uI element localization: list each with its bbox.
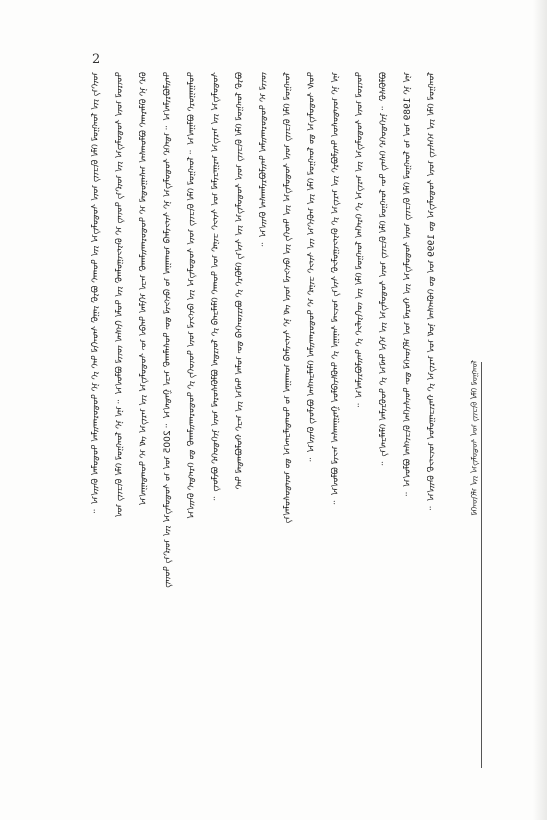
text-line: ᠮᠣᠩᠭᠣᠯ ᠬᠡᠯᠡ ᠪᠢᠴᠢᠭ᠌ ᠦᠨ ᠰᠤᠳᠤᠯᠭ᠎ᠠ ᠶᠢᠨ ᠲᠡᠦᠬᠡ ᠶᠢᠨ ᠬᠥᠭᠵᠢᠯ ᠦᠨ ᠵᠠᠮ ᠨᠢ ᠰᠢᠨᠵᠢᠯᠡᠬᠦ ᠤᠬᠠᠭᠠᠨ ᠤ ᠲᠣᠭᠲᠠᠯᠴᠠᠭ᠎ᠠ ᠳᠤ ᠦᠨᠳᠦᠰᠦᠯᠡᠨ᠎ᠡ	[283, 72, 293, 524]
text-line: ᠮᠣᠩᠭᠣᠯ ᠬᠡᠯᠡ ᠶᠢᠨ ᠡᠭᠡᠰᠢᠭ ᠦᠨ ᠰᠤᠳᠤᠯᠭ᠎ᠠ ᠳᠤ 1999 ᠣᠨ ᠳᠤ ᠬᠡᠪᠯᠡᠭᠰᠡᠨ ᠨᠣᠮ ᠤᠨ ᠠᠷᠭ᠎ᠠ ᠶᠢ ᠬᠠᠷᠢᠴᠠᠭᠤᠯᠤᠨ ᠦᠵᠡᠵᠦ ᠪᠠᠢᠨ᠎ᠠ ᠃	[427, 72, 437, 511]
text-line: ᠰᠤᠳᠤᠯᠭ᠎ᠠ ᠶᠢᠨ ᠠᠷᠭ᠎ᠠ ᠠᠷᠭᠠᠴᠢᠯᠠᠯ ᠤᠨ ᠰᠢᠨᠵᠢ ᠴᠢᠨᠠᠷ ᠤᠨ ᠲᠤᠬᠠᠢ ᠬᠡᠯᠡᠯᠴᠡᠬᠦ ᠶᠢ ᠮᠥᠷᠳᠡᠨ ᠪᠣᠯᠪᠠᠰᠤᠷᠠᠯ ᠦᠨ ᠨᠢᠭᠡᠳᠦᠭᠡᠷ ᠪᠦᠯᠦᠭ ᠃	[211, 72, 221, 501]
body-text	[90, 72, 462, 762]
text-line: ᠲᠦᠷᠦᠯ ᠦᠨ ᠰᠣᠳᠤᠯᠭ᠎ᠠ ᠶᠢᠨ ᠦᠷ᠎ᠡ ᠳᠦᠩ ᠢ ᠪᠠᠶᠠᠵᠢᠭᠤᠯᠬᠤ ᠶᠢᠨ ᠲᠤᠯᠠ ᠬᠢᠭᠰᠡᠨ ᠵᠦᠢᠯ ᠪᠣᠯᠤᠨ᠎ᠠ ᠃ ᠡᠨᠡ ᠨᠢ ᠮᠣᠩᠭᠣᠯ ᠬᠡᠯᠡ ᠪᠢᠴᠢᠭ᠌ ᠤᠨ	[115, 72, 125, 518]
text-line: ᠪᠠᠷ ᠨᠢ ᠪᠠᠯᠠᠷᠬᠠᠢ ᠪᠣᠯᠤᠭᠰᠠᠨ ᠠᠰᠠᠭᠤᠳᠠᠯ ᠢ ᠲᠣᠳᠣᠷᠬᠠᠢᠯᠠᠬᠤ ᠠᠴᠠ ᠡᠬᠢᠯᠡᠨ ᠲᠡᠭᠦᠨ ᠦ ᠰᠤᠳᠤᠯᠭ᠎ᠠ ᠶᠢᠨ ᠠᠷᠭ᠎ᠠ ᠵᠠᠮ ᠢ ᠲᠣᠭᠲᠠᠭᠠᠨ᠎ᠠ	[139, 72, 149, 506]
text-line: ᠵᠦᠢᠯ ᠢ ᠲᠣᠳᠣᠷᠬᠠᠢᠯᠠᠨ ᠲᠠᠢᠯᠪᠤᠷᠢᠯᠠᠭᠰᠠᠨ ᠪᠠᠢᠨ᠎ᠠ ᠃	[259, 72, 269, 247]
text-line: ᠡᠨᠡ ᠨᠢ 1989 ᠣᠨ ᠤ ᠮᠣᠩᠭᠣᠯ ᠬᠡᠯᠡ ᠪᠢᠴᠢᠭ᠌ ᠦᠨ ᠰᠤᠳᠤᠯᠭ᠎ᠠ ᠶᠢᠨ ᠬᠤᠷᠠᠯ ᠤᠨ ᠡᠮᠬᠢᠳᠬᠡᠯ ᠳᠦ ᠲᠦᠰᠢᠭᠯᠡᠨ ᠪᠢᠴᠢᠭᠰᠡᠨ ᠪᠣᠯᠤᠨ᠎ᠠ ᠃	[403, 72, 413, 496]
text-line: ᠲᠠᠢᠯᠪᠤᠷᠢᠯᠠᠨ᠎ᠠ ᠃ ᠡᠳᠡᠭᠡᠷ ᠰᠤᠳᠤᠯᠭ᠎ᠠ ᠨᠢ ᠰᠢᠨᠵᠢᠯᠡᠬᠦ ᠤᠬᠠᠭᠠᠨ ᠤ ᠬᠥᠭᠵᠢᠯ ᠳᠦ ᠲᠤᠰᠠᠯᠠᠬᠤ ᠠᠴᠠ ᠭᠠᠳᠠᠨ᠎ᠠ ᠃ 2005 ᠣᠨ ᠤ ᠰᠤᠳᠤᠯᠭ᠎ᠠ ᠶᠢᠨ ᠦᠷ᠎ᠡ ᠳᠦᠩ	[163, 72, 173, 588]
page-number: 2	[92, 52, 101, 67]
text-line: ᠲᠤᠰ ᠰᠤᠳᠤᠯᠭ᠎ᠠ ᠳᠤ ᠮᠣᠩᠭᠣᠯ ᠬᠡᠯᠡ ᠶᠢᠨ ᠠᠪᠢᠶ᠎ᠠ ᠵᠢᠨ ᠰᠢᠨᠵᠢ ᠴᠢᠨᠠᠷ ᠢ ᠲᠣᠳᠣᠷᠬᠠᠢᠯᠠᠨ ᠬᠡᠯᠡᠯᠴᠡᠭᠰᠡᠨ ᠪᠦᠯᠦᠭ ᠪᠠᠢᠨ᠎ᠠ ᠃	[307, 72, 317, 462]
text-line: ᠡᠨᠡ ᠨᠢ ᠦᠨᠳᠦᠰᠦᠨ ᠲᠠᠢᠯᠪᠤᠷᠢ ᠶᠢᠨ ᠠᠷᠭ᠎ᠠ ᠶᠢ ᠪᠠᠶᠠᠵᠢᠭᠤᠯᠵᠤ ᠰᠢᠨ᠎ᠡ ᠦᠵᠡᠯ ᠰᠠᠨᠠᠭᠠ ᠶᠢ ᠳᠡᠪᠰᠢᠭᠦᠯᠦᠨ ᠭᠠᠷᠭᠠᠭᠰᠠᠨ ᠠᠵᠢᠯ ᠪᠣᠯᠤᠨ᠎ᠠ ᠃	[331, 72, 341, 505]
text-line: ᠪᠤᠶᠤ ᠮᠣᠩᠭᠣᠯ ᠬᠡᠯᠡ ᠪᠢᠴᠢᠭ᠌ ᠦᠨ ᠰᠤᠳᠤᠯᠭ᠎ᠠ ᠶᠢᠨ ᠰᠢᠨ᠎ᠡ ᠬᠡᠯᠪᠡᠷᠢ ᠶᠢ ᠪᠦᠷᠢᠳᠬᠡᠬᠦ ᠳᠦ ᠣᠯᠠᠨ ᠲᠠᠯ᠎ᠠ ᠶᠢᠨ ᠠᠴᠢ ᠬᠣᠯᠪᠣᠭᠳᠠᠯ ᠲᠠᠢ	[235, 72, 245, 490]
text-line: ᠪᠣᠯᠪᠠᠰᠤ ᠃ ᠨᠢᠭᠡᠳᠦᠭᠡᠷ ᠬᠡᠰᠡᠭ ᠲᠦ ᠮᠣᠩᠭᠣᠯ ᠬᠡᠯᠡ ᠪᠢᠴᠢᠭ᠌ ᠦᠨ ᠰᠤᠳᠤᠯᠭ᠎ᠠ ᠶᠢᠨ ᠡᠬᠢᠨ ᠲᠠᠯ᠎ᠠ ᠶᠢ ᠲᠣᠪᠴᠢᠯᠠᠨ ᠬᠡᠯᠡᠯᠴᠡᠨ᠎ᠡ ᠃	[379, 72, 389, 466]
text-line: ᠲᠦᠷᠦᠯ ᠦᠨ ᠰᠤᠳᠤᠯᠭ᠎ᠠ ᠶᠢᠨ ᠠᠷᠭ᠎ᠠ ᠶᠢ ᠬᠡᠷᠡᠭᠯᠡᠨ ᠮᠣᠩᠭᠣᠯ ᠬᠡᠯᠡ ᠶᠢᠨ ᠵᠣᠬᠢᠶᠠᠮᠵᠢ ᠶᠢ ᠲᠠᠢᠯᠪᠤᠷᠢᠯᠠᠨ᠎ᠠ ᠃	[355, 72, 365, 408]
text-line: ᠲᠤᠯᠭᠠᠭᠤᠷᠢ ᠪᠣᠯᠭᠠᠨ᠎ᠠ ᠃ ᠮᠣᠩᠭᠣᠯ ᠬᠡᠯᠡ ᠪᠢᠴᠢᠭ᠌ ᠦᠨ ᠰᠤᠳᠤᠯᠭ᠎ᠠ ᠶᠢᠨ ᠬᠥᠭᠵᠢᠯ ᠦᠨ ᠲᠦᠦᠬᠡ ᠶᠢ ᠲᠣᠳᠣᠷᠬᠠᠢᠯᠠᠬᠤ ᠳᠤ ᠬᠡᠷᠡᠭᠲᠡᠢ ᠪᠠᠢᠨ᠎ᠠ	[187, 72, 197, 519]
text-line: ᠦᠶ᠎ᠡ ᠶᠢᠨ ᠮᠣᠩᠭᠣᠯ ᠬᠡᠯᠡ ᠪᠢᠴᠢᠭ᠌ ᠦᠨ ᠰᠣᠳᠤᠯᠭ᠎ᠠ ᠶᠢᠨ ᠲᠤᠬᠠᠢ ᠪᠤᠶᠤ ᠶᠠᠭᠤ ᠰᠡᠳᠬᠢᠯ ᠲᠠᠢ ᠶᠢ ᠨᠢ ᠲᠣᠳᠣᠷᠬᠠᠢᠯᠠᠨ ᠲᠤᠲᠤᠯᠠᠨ ᠪᠠᠢᠨ᠎ᠠ ᠃	[91, 72, 101, 514]
running-head-rule	[481, 362, 482, 768]
running-head: ᠮᠣᠩᠭᠣᠯ ᠬᠡᠯᠡ ᠪᠢᠴᠢᠭ᠌ ᠤᠨ ᠰᠣᠳᠤᠯᠭ᠎ᠠ ᠶᠢᠨ ᠡᠮᠬᠢᠳᠬᠡᠯ	[470, 360, 479, 516]
scan-edge	[533, 0, 547, 820]
